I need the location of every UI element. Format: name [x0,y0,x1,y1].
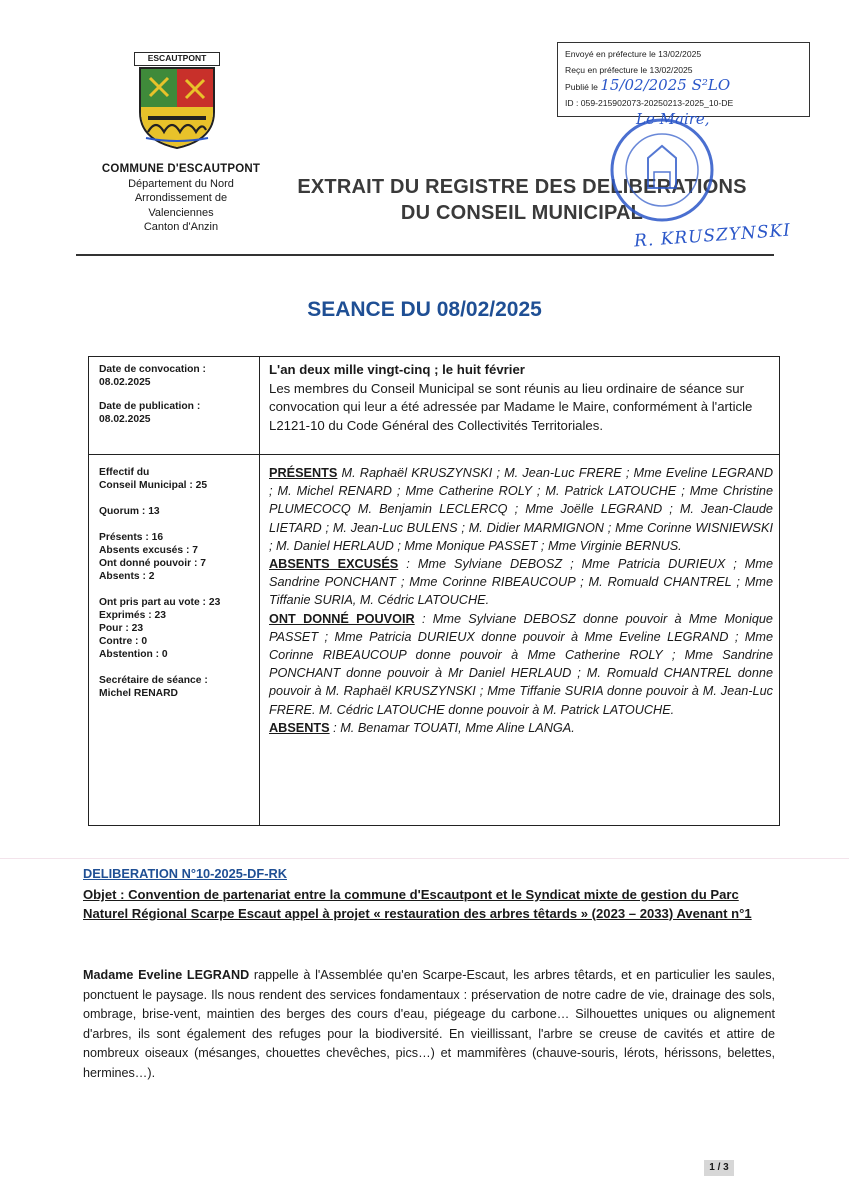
stat-vote: Ont pris part au vote : 23 [99,597,221,608]
stats-cell [99,466,254,700]
absents-paragraph [269,719,773,737]
commune-block [90,162,272,235]
pref-envoye: Envoyé en préfecture le 13/02/2025 [565,49,702,59]
absents-heading: ABSENTS [269,720,330,735]
pref-publie-label: Publié le [565,82,598,92]
excuses-paragraph [269,555,773,610]
prefecture-box [557,42,810,117]
commune-ville: Valenciennes [148,206,214,219]
title-line-1: EXTRAIT DU REGISTRE DES DELIBERATIONS [297,176,747,198]
scan-artifact [0,858,849,859]
intro-cell [269,361,773,435]
table-horizontal-divider [89,454,779,455]
commune-departement: Département du Nord [128,177,234,190]
page-number: 1 / 3 [704,1160,734,1176]
presents-paragraph [269,464,773,555]
stat-quorum: Quorum : 13 [99,506,160,517]
presents-list: M. Raphaël KRUSZYNSKI ; M. Jean-Luc FRERE ; Mme Eveline LEGRAND ; M. Michel RENARD ; Mme Catherine ROLY ; M. Patrick LATOUCHE ; Mme Christine PLUMECOCQ M. Benjamin LECLERCQ ; Mme Joëlle LEGRAND ; M. Jean-Claude LIETARD ; M. Jean-Luc BULENS ; M. Didier MARMIGNON ; Mme Corinne WISNIEWSKI ; M. Daniel HERLAUD ; Mme Monique PASSET ; Mme Virginie BERNUS. [269,466,773,553]
presents-heading: PRÉSENTS [269,466,338,480]
title-line-2: DU CONSEIL MUNICIPAL [400,202,644,224]
convocation-cell [99,363,254,437]
stat-absents: Absents : 2 [99,571,155,582]
pref-publie-handwritten: 15/02/2025 S²LO [600,76,731,94]
crest-banner: ESCAUTPONT [134,52,220,66]
pouvoir-list: : Mme Sylviane DEBOSZ donne pouvoir à Mme Monique PASSET ; Mme Patricia DURIEUX donne pouvoir à Mme Eveline LEGRAND ; Mme Corinne RIBEAUCOUP donne pouvoir à Mme Catherine ROLY ; Mme Sandrine PONCHANT donne pouvoir à Mr Daniel HERLAUD ; M. Romuald CHANTREL donne pouvoir à M. Raphaël KRUSZYNSKI ; Mme Tiffanie SURIA donne pouvoir à M. Jean-Luc FRERE. M. Cédric LATOUCHE donne pouvoir à M. Patrick LATOUCHE. [269,611,773,717]
commune-crest [134,52,220,152]
pouvoir-heading: ONT DONNÉ POUVOIR [269,611,415,626]
stat-absents-excuses: Absents excusés : 7 [99,545,199,556]
commune-name: COMMUNE D'ESCAUTPONT [101,163,261,175]
date-publication: 08.02.2025 [99,414,151,425]
commune-arrondissement: Arrondissement de [134,192,228,204]
stat-abstention: Abstention : 0 [99,649,168,660]
table-vertical-divider [259,357,260,825]
deliberation-speaker: Madame Eveline LEGRAND [83,968,250,982]
stat-secretaire: Michel RENARD [99,688,178,699]
stat-effectif-1: Effectif du [99,467,150,478]
deliberation-number: DELIBERATION N°10-2025-DF-RK [83,866,287,881]
absents-list: : M. Benamar TOUATI, Mme Aline LANGA. [329,720,575,735]
deliberation-body [83,966,775,1084]
crest-shield-icon [138,66,216,150]
mayor-signature: R. KRUSZYNSKI [633,220,792,252]
attendance-table [88,356,780,826]
excuses-heading: ABSENTS EXCUSÉS [269,557,399,572]
date-publication-label: Date de publication : [99,401,201,412]
excuses-list: : Mme Sylviane DEBOSZ ; Mme Patricia DURIEUX ; Mme Sandrine PONCHANT ; Mme Corinne RIBEAUCOUP ; M. Romuald CHANTREL ; Mme Tiffanie SURIA, M. Cédric LATOUCHE. [269,557,774,608]
stat-exprimes: Exprimés : 23 [99,610,166,621]
deliberation-objet: Objet : Convention de partenariat entre la commune d'Escautpont et le Syndicat mixte de gestion du Parc Naturel Régional Scarpe Escaut appel à projet « restauration des arbres têtards » (2023 – 2033) Avenant n°1 [83,887,752,921]
stat-pouvoir: Ont donné pouvoir : 7 [99,558,206,569]
stat-contre: Contre : 0 [99,636,148,647]
commune-canton: Canton d'Anzin [143,221,219,233]
pouvoir-paragraph [269,610,773,719]
pref-id: ID : 059-215902073-20250213-2025_10-DE [565,97,734,108]
date-convocation: 08.02.2025 [99,377,151,388]
header-divider [76,254,774,256]
stat-secretaire-label: Secrétaire de séance : [99,675,208,686]
date-convocation-label: Date de convocation : [99,364,206,375]
seance-title: SEANCE DU 08/02/2025 [307,298,542,321]
pref-publie [565,78,802,96]
pref-recu: Reçu en préfecture le 13/02/2025 [565,64,693,75]
deliberation-text: rappelle à l'Assemblée qu'en Scarpe-Escaut, les arbres têtards, et en particulier les saules, ponctuent le paysage. Ils nous rendent des services fondamentaux : préservation de notre cadre de vie, drainage des sols, ombrage, brise-vent, maintien des berges des cours d'eau, piégeage du carbone… Silhouettes uniques ou alignement d'arbres, ils sont également des refuges pour la biodiversité. En vieillissant, l'arbre se creuse de cavités et attire de nombreux oiseaux (mésanges, chouettes chevêches, pics…) et mammifères (chauve-souris, lérots, hérissons, belettes, hermines…). [83,968,775,1080]
stat-effectif-2: Conseil Municipal : 25 [99,480,208,491]
signature-title: Le Maire, [636,110,710,128]
attendance-cell [269,464,773,737]
stat-pour: Pour : 23 [99,623,144,634]
stat-presents: Présents : 16 [99,532,164,543]
intro-text: Les membres du Conseil Municipal se sont réunis au lieu ordinaire de séance sur convocation qui leur a été adressée par Madame le Maire, conformément à l'article L2121-10 du Code Général des Collectivités Territoriales. [269,380,753,433]
intro-lead: L'an deux mille vingt-cinq ; le huit février [269,362,525,377]
